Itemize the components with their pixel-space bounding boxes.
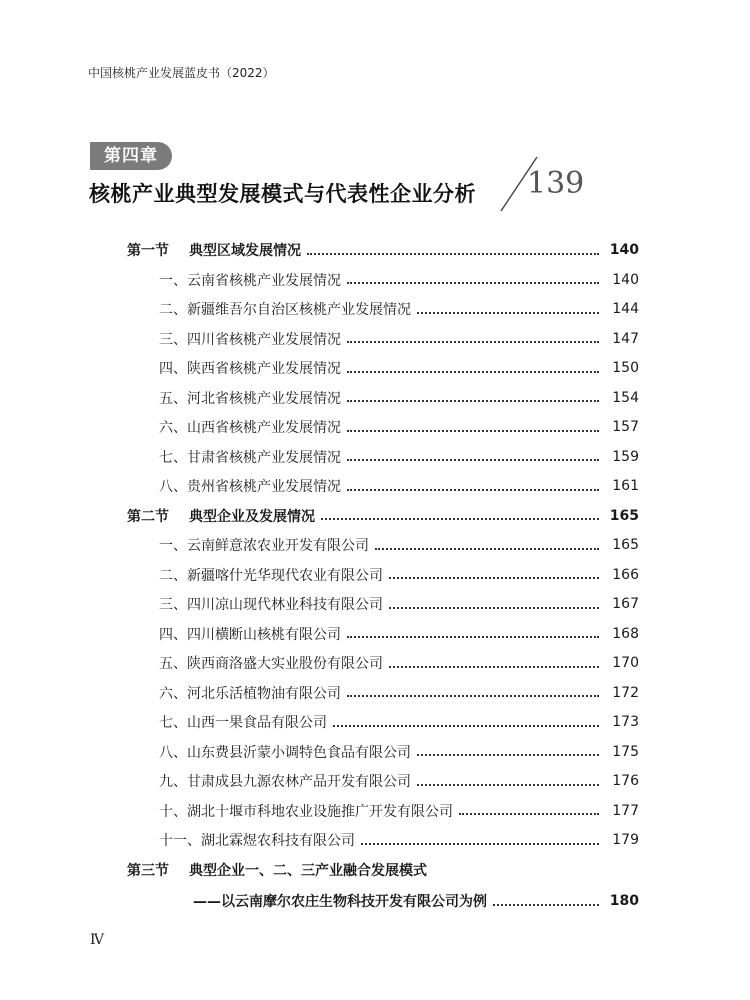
toc-leader-dots — [347, 635, 599, 638]
toc-page-number: 154 — [612, 389, 639, 406]
toc-title: 七、甘肃省核桃产业发展情况 — [159, 449, 341, 466]
toc-page-number: 140 — [609, 242, 639, 258]
toc-entry — [0, 445, 750, 469]
toc-page-number: 165 — [612, 537, 639, 553]
toc-page-number: 159 — [612, 448, 639, 465]
chapter-label: 第四章 — [90, 142, 172, 170]
toc-page-number: 150 — [612, 360, 639, 376]
toc-entry — [0, 386, 750, 410]
toc-entry — [0, 592, 750, 616]
toc-page-number: 167 — [612, 596, 639, 612]
toc-title: 七、山西一果食品有限公司 — [159, 715, 327, 731]
toc-entry — [0, 415, 750, 439]
toc-leader-dots — [347, 340, 599, 343]
toc-leader-dots — [347, 429, 599, 432]
toc-section-label: 第二节 — [127, 508, 169, 525]
toc-leader-dots — [493, 903, 599, 906]
toc-leader-dots — [361, 842, 599, 845]
toc-page-number: 161 — [612, 478, 639, 494]
toc-entry — [0, 858, 750, 882]
toc-title: 典型区域发展情况 — [189, 243, 301, 259]
toc-title: 三、四川省核桃产业发展情况 — [159, 331, 341, 348]
toc-leader-dots — [333, 724, 599, 727]
toc-leader-dots — [321, 517, 599, 520]
toc-title: 八、贵州省核桃产业发展情况 — [159, 479, 341, 495]
toc-leader-dots — [347, 370, 599, 373]
toc-entry — [0, 268, 750, 292]
toc-entry — [0, 769, 750, 793]
toc-leader-dots — [389, 665, 599, 668]
toc-title: 九、甘肃成县九源农林产品开发有限公司 — [159, 774, 411, 790]
toc-section-label: 第一节 — [127, 243, 169, 259]
toc-title: 三、四川凉山现代林业科技有限公司 — [159, 597, 383, 613]
toc-title: 一、云南鲜意浓农业开发有限公司 — [159, 538, 369, 554]
toc-title: 五、陕西商洛盛大实业股份有限公司 — [159, 656, 383, 672]
toc-title: 十一、湖北霖煜农科技有限公司 — [159, 833, 355, 849]
toc-leader-dots — [307, 252, 599, 255]
toc-title: ——以云南摩尔农庄生物科技开发有限公司为例 — [193, 894, 487, 910]
toc-page-number: 175 — [612, 743, 639, 760]
toc-entry — [0, 297, 750, 321]
toc-leader-dots — [417, 311, 599, 314]
toc-title: 典型企业及发展情况 — [189, 508, 315, 525]
toc-page-number: 140 — [612, 271, 639, 288]
toc-page-number: 172 — [612, 684, 639, 701]
page-number: Ⅳ — [90, 932, 104, 948]
toc-leader-dots — [417, 783, 599, 786]
toc-leader-dots — [347, 488, 599, 491]
toc-leader-dots — [459, 812, 599, 815]
chapter-page-number: 139 — [527, 166, 585, 201]
toc-page-number: 176 — [612, 773, 639, 789]
toc-page-number: 173 — [612, 714, 639, 730]
toc-entry — [0, 533, 750, 557]
toc-entry — [0, 327, 750, 351]
toc-title: 十、湖北十堰市科地农业设施推广开发有限公司 — [159, 803, 453, 820]
toc-page-number: 179 — [612, 832, 639, 848]
toc-entry — [0, 651, 750, 675]
toc-entry — [0, 889, 750, 913]
toc-title: 六、河北乐活植物油有限公司 — [159, 685, 341, 702]
toc-leader-dots — [347, 281, 599, 284]
toc-entry — [0, 710, 750, 734]
toc-title: 四、陕西省核桃产业发展情况 — [159, 361, 341, 377]
toc-title: 六、山西省核桃产业发展情况 — [159, 420, 341, 436]
toc-page-number: 147 — [612, 330, 639, 347]
toc-title: 四、四川横断山核桃有限公司 — [159, 626, 341, 643]
toc-entry — [0, 622, 750, 646]
toc-entry — [0, 740, 750, 764]
toc-title: 五、河北省核桃产业发展情况 — [159, 390, 341, 407]
toc-title: 八、山东费县沂蒙小调特色食品有限公司 — [159, 744, 411, 761]
toc-entry — [0, 799, 750, 823]
toc-title: 典型企业一、二、三产业融合发展模式 — [189, 862, 427, 879]
toc-page-number: 166 — [612, 566, 639, 583]
toc-page-number: 170 — [612, 655, 639, 671]
toc-page-number: 144 — [612, 301, 639, 317]
toc-leader-dots — [347, 694, 599, 697]
toc-entry — [0, 504, 750, 528]
toc-page-number: 180 — [609, 893, 639, 909]
toc-leader-dots — [389, 576, 599, 579]
toc-leader-dots — [375, 547, 599, 550]
toc-page-number: 157 — [612, 419, 639, 435]
toc-title: 二、新疆喀什光华现代农业有限公司 — [159, 567, 383, 584]
toc-leader-dots — [347, 399, 599, 402]
toc-title: 一、云南省核桃产业发展情况 — [159, 272, 341, 289]
toc-page-number: 168 — [612, 625, 639, 642]
toc-entry — [0, 474, 750, 498]
toc-entry — [0, 238, 750, 262]
chapter-title: 核桃产业典型发展模式与代表性企业分析 — [89, 182, 476, 206]
toc-entry — [0, 563, 750, 587]
toc-leader-dots — [417, 753, 599, 756]
toc-page-number: 165 — [609, 507, 639, 524]
toc-entry — [0, 681, 750, 705]
toc-leader-dots — [347, 458, 599, 461]
toc-page-number: 177 — [612, 802, 639, 819]
toc-leader-dots — [389, 606, 599, 609]
toc-entry — [0, 828, 750, 852]
running-head: 中国核桃产业发展蓝皮书（2022） — [88, 66, 275, 80]
toc-title: 二、新疆维吾尔自治区核桃产业发展情况 — [159, 302, 411, 318]
toc-section-label: 第三节 — [127, 862, 169, 879]
toc-entry — [0, 356, 750, 380]
